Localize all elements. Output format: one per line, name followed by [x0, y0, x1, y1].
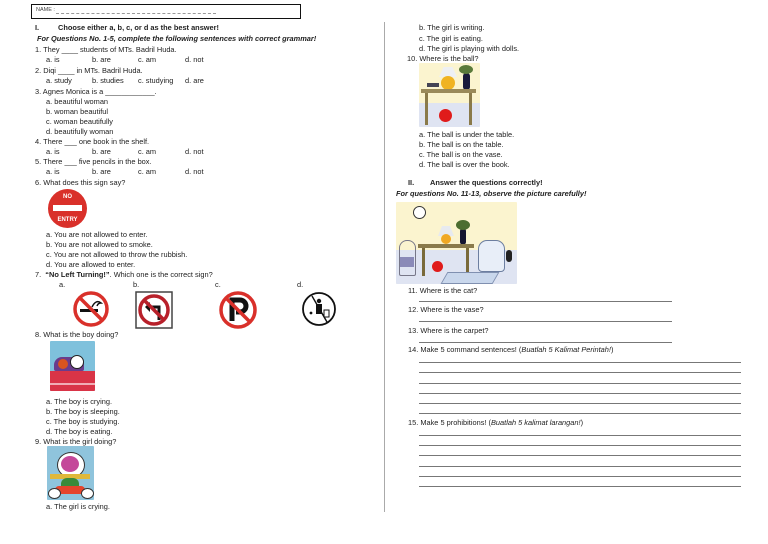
section2-roman: II.	[408, 178, 415, 187]
question-7: 7. “No Left Turning!”. Which one is the correct sign?	[35, 270, 213, 279]
q6-option-a[interactable]: a. You are not allowed to enter.	[46, 230, 148, 239]
no-entry-sign-icon: NO ENTRY	[48, 189, 87, 228]
q2-option-b[interactable]: b. studies	[92, 76, 124, 85]
question-10: 10. Where is the ball?	[407, 54, 479, 63]
q6-option-b[interactable]: b. You are not allowed to smoke.	[46, 240, 153, 249]
question-3: 3. Agnes Monica is a ____________.	[35, 87, 157, 96]
q8-option-c[interactable]: c. The boy is studying.	[46, 417, 120, 426]
q6-option-c[interactable]: c. You are not allowed to throw the rubbish.	[46, 250, 188, 259]
answer-line-15-4[interactable]	[419, 466, 741, 467]
q1-option-d[interactable]: d. not	[185, 55, 204, 64]
q4-option-c[interactable]: c. am	[138, 147, 157, 156]
q10-option-b[interactable]: b. The ball is on the table.	[419, 140, 504, 149]
q6-option-d[interactable]: d. You are allowed to enter.	[46, 260, 136, 269]
q8-option-b[interactable]: b. The boy is sleeping.	[46, 407, 120, 416]
answer-line-15-3[interactable]	[419, 455, 741, 456]
answer-line-15-5[interactable]	[419, 476, 741, 477]
no-parking-sign-icon[interactable]	[218, 290, 258, 330]
q7-option-a-label[interactable]: a.	[59, 280, 66, 289]
section2-title: Answer the questions correctly!	[430, 178, 543, 187]
answer-line-14-4[interactable]	[419, 393, 741, 394]
q7-option-d-label[interactable]: d.	[297, 280, 304, 289]
question-14: 14. Make 5 command sentences! (Buatlah 5 Kalimat Perintah!)	[408, 345, 614, 354]
q7-option-b-label[interactable]: b.	[133, 280, 140, 289]
no-smoking-sign-icon[interactable]	[72, 290, 110, 328]
q3-option-b[interactable]: b. woman beautiful	[46, 107, 109, 116]
column-divider	[384, 22, 385, 512]
name-dashed-line	[56, 13, 216, 14]
no-left-turn-sign-icon[interactable]	[135, 291, 173, 329]
answer-line-11[interactable]	[419, 301, 672, 302]
q9-option-d[interactable]: d. The girl is playing with dolls.	[419, 44, 520, 53]
section1-instruction: For Questions No. 1-5, complete the following sentences with correct grammar!	[37, 34, 317, 43]
q3-option-a[interactable]: a. beautiful woman	[46, 97, 109, 106]
q4-option-a[interactable]: a. is	[46, 147, 60, 156]
section1-roman: I.	[35, 23, 40, 32]
question-15: 15. Make 5 prohibitions! (Buatlah 5 kalimat larangan!)	[408, 418, 584, 427]
answer-line-14-2[interactable]	[419, 372, 741, 373]
q5-option-d[interactable]: d. not	[185, 167, 204, 176]
name-field[interactable]	[31, 4, 301, 19]
q10-option-c[interactable]: c. The ball is on the vase.	[419, 150, 503, 159]
answer-line-14-6[interactable]	[419, 413, 741, 414]
q4-option-d[interactable]: d. not	[185, 147, 204, 156]
answer-line-15-1[interactable]	[419, 435, 741, 436]
q10-option-d[interactable]: d. The ball is over the book.	[419, 160, 510, 169]
question-13: 13. Where is the carpet?	[408, 326, 489, 335]
q8-option-d[interactable]: d. The boy is eating.	[46, 427, 113, 436]
q5-option-b[interactable]: b. are	[92, 167, 111, 176]
q2-option-d[interactable]: d. are	[185, 76, 204, 85]
boy-sleeping-image	[50, 341, 95, 391]
no-littering-sign-icon[interactable]	[300, 290, 338, 328]
question-11: 11. Where is the cat?	[408, 286, 478, 295]
q7-sign-name: “No Left Turning!”	[45, 270, 110, 279]
q5-option-a[interactable]: a. is	[46, 167, 60, 176]
question-8: 8. What is the boy doing?	[35, 330, 119, 339]
question-5: 5. There ___ five pencils in the box.	[35, 157, 152, 166]
q7-option-c-label[interactable]: c.	[215, 280, 221, 289]
ball-under-table-image	[419, 63, 480, 127]
q9-option-a[interactable]: a. The girl is crying.	[46, 502, 110, 511]
q1-option-b[interactable]: b. are	[92, 55, 111, 64]
q3-option-c[interactable]: c. woman beautifully	[46, 117, 113, 126]
answer-line-15-6[interactable]	[419, 486, 741, 487]
answer-line-12[interactable]	[419, 321, 672, 322]
q5-option-c[interactable]: c. am	[138, 167, 157, 176]
q4-option-b[interactable]: b. are	[92, 147, 111, 156]
question-9: 9. What is the girl doing?	[35, 437, 117, 446]
q8-option-a[interactable]: a. The boy is crying.	[46, 397, 112, 406]
question-4: 4. There ___ one book in the shelf.	[35, 137, 150, 146]
answer-line-13[interactable]	[419, 342, 672, 343]
q1-option-c[interactable]: c. am	[138, 55, 157, 64]
section2-instruction: For questions No. 11-13, observe the picture carefully!	[396, 189, 587, 198]
q3-option-d[interactable]: d. beautifully woman	[46, 127, 114, 136]
q9-option-c[interactable]: c. The girl is eating.	[419, 34, 483, 43]
q1-option-a[interactable]: a. is	[46, 55, 60, 64]
q2-option-c[interactable]: c. studying	[138, 76, 174, 85]
answer-line-14-1[interactable]	[419, 362, 741, 363]
question-2: 2. Diqi ____ in MTs. Badril Huda.	[35, 66, 143, 75]
name-label: NAME :	[36, 7, 55, 13]
question-1: 1. They ____ students of MTs. Badril Huda.	[35, 45, 177, 54]
q2-option-a[interactable]: a. study	[46, 76, 72, 85]
question-12: 12. Where is the vase?	[408, 305, 484, 314]
answer-line-15-2[interactable]	[419, 445, 741, 446]
answer-line-14-3[interactable]	[419, 383, 741, 384]
girl-crying-image	[47, 446, 94, 500]
section1-title: Choose either a, b, c, or d as the best answer!	[58, 23, 219, 32]
question-6: 6. What does this sign say?	[35, 178, 126, 187]
q10-option-a[interactable]: a. The ball is under the table.	[419, 130, 515, 139]
answer-line-14-5[interactable]	[419, 403, 741, 404]
q9-option-b[interactable]: b. The girl is writing.	[419, 23, 485, 32]
living-room-image	[396, 202, 517, 284]
